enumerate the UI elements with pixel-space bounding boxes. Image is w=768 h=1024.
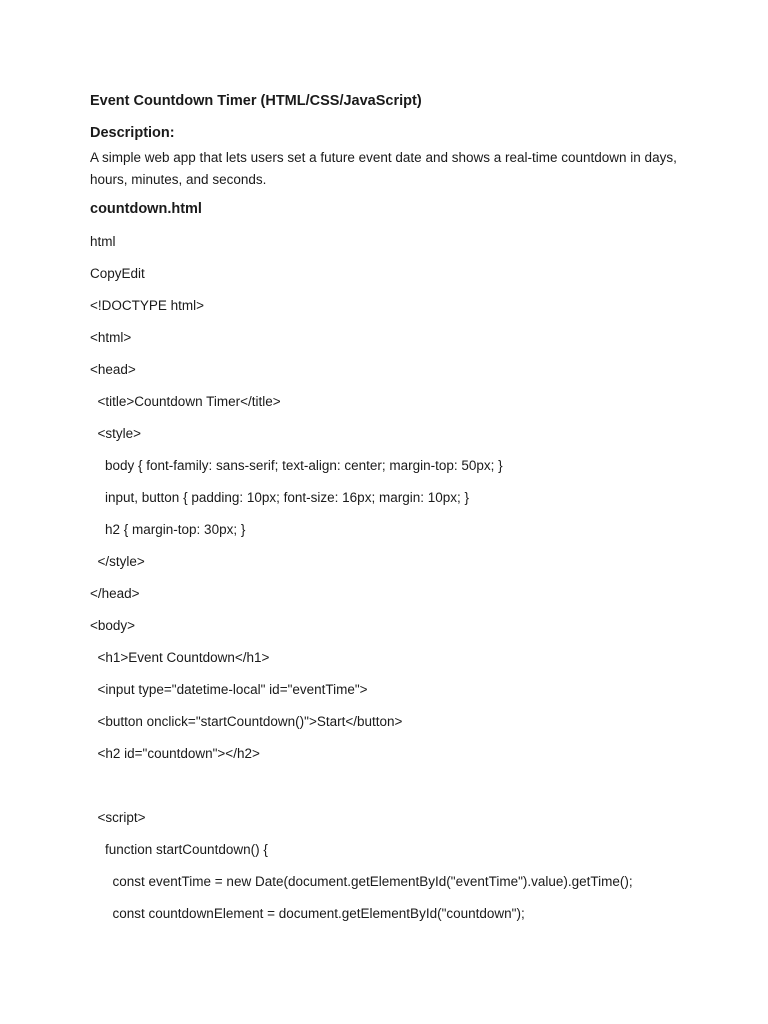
code-line: h2 { margin-top: 30px; } — [90, 522, 246, 537]
code-line: <button onclick="startCountdown()">Start</button> — [90, 714, 403, 729]
code-line: <h2 id="countdown"></h2> — [90, 746, 260, 761]
code-listing — [90, 232, 633, 936]
code-line: const countdownElement = document.getElementById("countdown"); — [90, 906, 525, 921]
code-line: <title>Countdown Timer</title> — [90, 394, 281, 409]
code-line: body { font-family: sans-serif; text-align: center; margin-top: 50px; } — [90, 458, 503, 473]
code-line: html — [90, 234, 116, 249]
code-line — [90, 776, 633, 808]
code-line: </style> — [90, 554, 145, 569]
code-line: <h1>Event Countdown</h1> — [90, 650, 270, 665]
code-line: CopyEdit — [90, 266, 145, 281]
code-line: <head> — [90, 362, 136, 377]
code-line: </head> — [90, 586, 140, 601]
description-text: A simple web app that lets users set a future event date and shows a real-time countdown in days, hours, minutes, and seconds. — [90, 150, 677, 187]
code-line: <script> — [90, 810, 146, 825]
code-line: const eventTime = new Date(document.getElementById("eventTime").value).getTime(); — [90, 874, 633, 889]
code-line: <input type="datetime-local" id="eventTime"> — [90, 682, 368, 697]
document-title: Event Countdown Timer (HTML/CSS/JavaScript) — [90, 93, 422, 109]
code-line: input, button { padding: 10px; font-size: 16px; margin: 10px; } — [90, 490, 469, 505]
code-line: <!DOCTYPE html> — [90, 298, 205, 313]
code-line: function startCountdown() { — [90, 842, 268, 857]
file-name-heading: countdown.html — [90, 201, 202, 217]
code-line: <html> — [90, 330, 132, 345]
code-line: <style> — [90, 426, 142, 441]
code-line: <body> — [90, 618, 136, 633]
description-heading: Description: — [90, 125, 175, 141]
